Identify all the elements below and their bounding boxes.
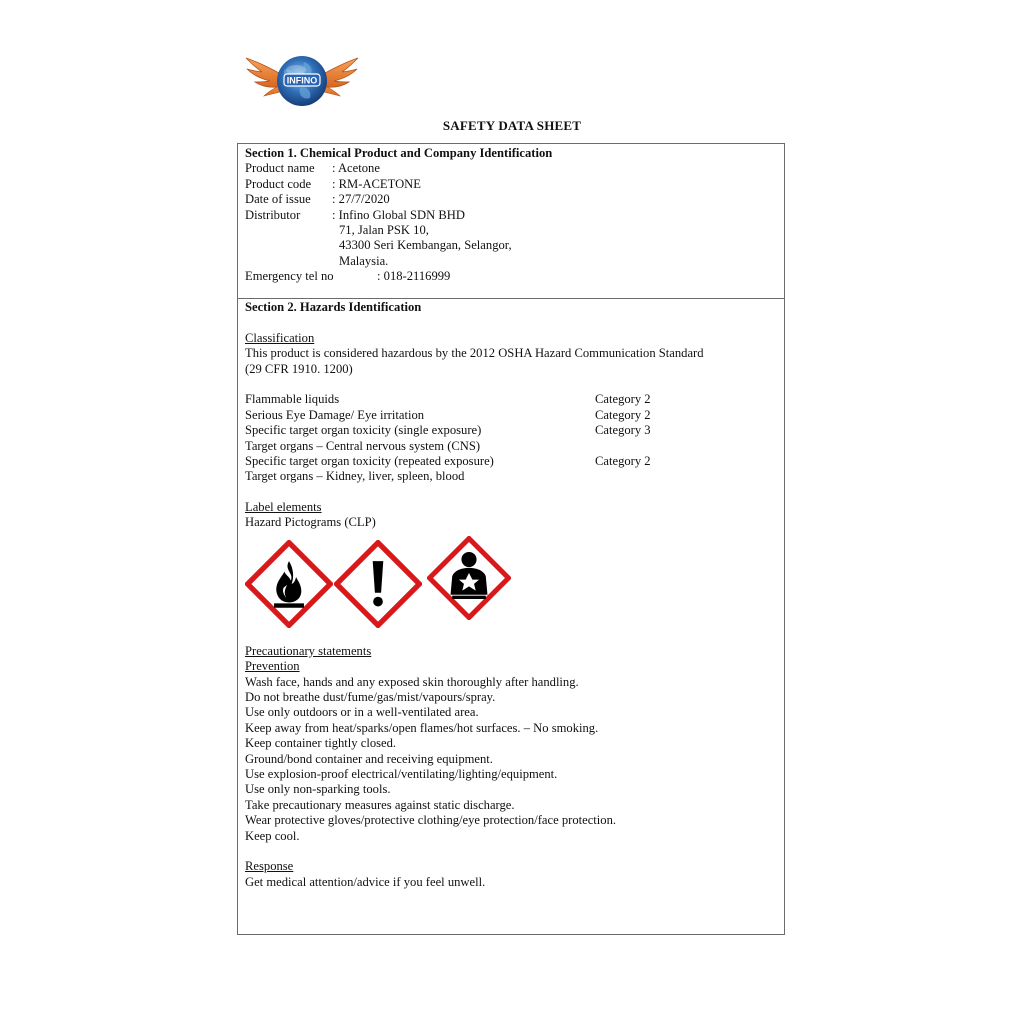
prevention-statement: Take precautionary measures against static discharge. (245, 797, 515, 812)
section-2-heading: Section 2. Hazards Identification (245, 300, 422, 314)
prevention-statement: Use only outdoors or in a well-ventilated area. (245, 705, 479, 720)
response-statement: Get medical attention/advice if you feel unwell. (245, 874, 486, 889)
date-of-issue-row (245, 192, 778, 207)
company-logo (244, 48, 360, 114)
hazard-name: Specific target organ toxicity (single exposure) (245, 423, 482, 438)
section-1-box (237, 143, 785, 299)
field-value: : RM-ACETONE (332, 176, 421, 191)
hazard-row (245, 469, 778, 484)
exclamation-pictogram-icon (334, 540, 422, 628)
logo-text: INFINO (286, 75, 318, 86)
section-1-heading: Section 1. Chemical Product and Company Identification (245, 146, 553, 160)
field-value: : 27/7/2020 (332, 192, 390, 207)
response-title: Response (245, 859, 294, 874)
infino-winged-globe-logo-icon (244, 48, 360, 114)
address-line: Malaysia. (339, 253, 389, 268)
hazard-name: Serious Eye Damage/ Eye irritation (245, 407, 425, 422)
hazard-row (245, 408, 778, 423)
prevention-statement: Do not breathe dust/fume/gas/mist/vapours/spray. (245, 690, 496, 705)
field-label: Product code (245, 176, 312, 191)
hazard-row (245, 439, 778, 454)
address-line: 43300 Seri Kembangan, Selangor, (339, 238, 512, 253)
hazard-row (245, 392, 778, 407)
prevention-statement: Wear protective gloves/protective clothing/eye protection/face protection. (245, 813, 617, 828)
product-code-row (245, 177, 778, 192)
document-title: SAFETY DATA SHEET (442, 118, 582, 133)
prevention-statement: Keep container tightly closed. (245, 736, 397, 751)
field-label: Date of issue (245, 192, 311, 207)
prevention-statement: Use explosion-proof electrical/ventilating/lighting/equipment. (245, 766, 558, 781)
hazard-category: Category 3 (595, 423, 651, 438)
classification-text: This product is considered hazardous by the 2012 OSHA Hazard Communication Standard (245, 346, 704, 361)
hazard-pictograms (245, 540, 778, 640)
field-value: : Acetone (332, 161, 380, 176)
prevention-title: Prevention (245, 659, 300, 674)
label-elements-title: Label elements (245, 500, 322, 515)
prevention-statement: Wash face, hands and any exposed skin thoroughly after handling. (245, 674, 579, 689)
hazard-category: Category 2 (595, 407, 651, 422)
section-1-content (245, 146, 778, 285)
section-2-box (237, 298, 785, 935)
hazard-name: Specific target organ toxicity (repeated exposure) (245, 453, 494, 468)
prevention-statement: Keep cool. (245, 828, 300, 843)
hazard-row (245, 423, 778, 438)
field-value: : 018-2116999 (377, 269, 451, 284)
hazard-name: Target organs – Central nervous system (CNS) (245, 438, 481, 453)
field-label: Emergency tel no (245, 269, 334, 284)
hazard-category: Category 2 (595, 392, 651, 407)
field-value: : Infino Global SDN BHD (332, 207, 465, 222)
flame-pictogram-icon (245, 540, 333, 628)
classification-text: (29 CFR 1910. 1200) (245, 361, 353, 376)
health-hazard-pictogram-icon (427, 536, 511, 620)
prevention-statement: Ground/bond container and receiving equipment. (245, 751, 493, 766)
field-label: Distributor (245, 207, 301, 222)
product-name-row (245, 161, 778, 176)
hazard-row (245, 454, 778, 469)
address-line: 71, Jalan PSK 10, (339, 222, 429, 237)
emergency-tel-row (245, 269, 778, 284)
hazard-name: Flammable liquids (245, 392, 340, 407)
section-2-content (245, 299, 778, 890)
hazard-category: Category 2 (595, 453, 651, 468)
classification-title: Classification (245, 330, 315, 345)
hazard-name: Target organs – Kidney, liver, spleen, blood (245, 469, 465, 484)
prevention-statement: Keep away from heat/sparks/open flames/hot surfaces. – No smoking. (245, 720, 599, 735)
field-label: Product name (245, 161, 315, 176)
precautionary-title: Precautionary statements (245, 643, 372, 658)
prevention-statement: Use only non-sparking tools. (245, 782, 391, 797)
distributor-row (245, 208, 778, 223)
hazard-pictograms-subtitle: Hazard Pictograms (CLP) (245, 515, 376, 530)
